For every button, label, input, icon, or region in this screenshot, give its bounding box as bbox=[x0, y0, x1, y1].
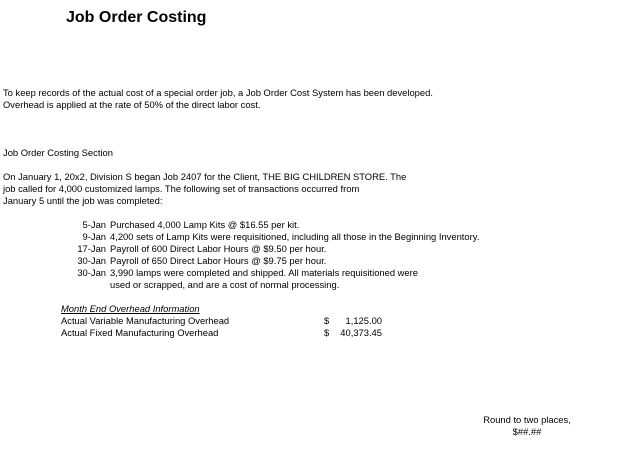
transaction-row bbox=[0, 279, 634, 291]
rounding-note: Round to two places, bbox=[483, 414, 571, 425]
rounding-format: $##.## bbox=[512, 426, 542, 437]
scenario-line-3: January 5 until the job was completed: bbox=[3, 195, 163, 206]
scenario-line-1: On January 1, 20x2, Division S began Job 2407 for the Client, THE BIG CHILDREN STORE. The bbox=[3, 171, 407, 182]
page-title: Job Order Costing bbox=[66, 9, 207, 26]
transaction-description: used or scrapped, and are a cost of normal processing. bbox=[110, 279, 340, 290]
transaction-row bbox=[0, 267, 634, 279]
transaction-description: 4,200 sets of Lamp Kits were requisitioned, including all those in the Beginning Inventory. bbox=[110, 231, 480, 242]
overhead-label: Actual Variable Manufacturing Overhead bbox=[61, 315, 230, 326]
transaction-description: Payroll of 600 Direct Labor Hours @ $9.50 per hour. bbox=[110, 243, 327, 254]
overhead-label: Actual Fixed Manufacturing Overhead bbox=[61, 327, 219, 338]
overhead-amount: 1,125.00 bbox=[345, 315, 382, 326]
transaction-row bbox=[0, 231, 634, 243]
transaction-date: 30-Jan bbox=[77, 267, 106, 278]
transaction-row bbox=[0, 255, 634, 267]
transaction-row bbox=[0, 219, 634, 231]
transaction-row bbox=[0, 243, 634, 255]
transaction-date: 17-Jan bbox=[77, 243, 106, 254]
scenario-line-2: job called for 4,000 customized lamps. The following set of transactions occurred from bbox=[3, 183, 360, 194]
overhead-amount: 40,373.45 bbox=[340, 327, 382, 338]
transaction-description: 3,990 lamps were completed and shipped. All materials requisitioned were bbox=[110, 267, 418, 278]
intro-line-1: To keep records of the actual cost of a special order job, a Job Order Cost System has been developed. bbox=[3, 87, 433, 98]
transaction-date: 5-Jan bbox=[82, 219, 106, 230]
overhead-currency: $ bbox=[324, 315, 330, 326]
overhead-currency: $ bbox=[324, 327, 330, 338]
transaction-description: Payroll of 650 Direct Labor Hours @ $9.75 per hour. bbox=[110, 255, 327, 266]
transaction-description: Purchased 4,000 Lamp Kits @ $16.55 per kit. bbox=[110, 219, 300, 230]
transaction-date: 30-Jan bbox=[77, 255, 106, 266]
section-heading: Job Order Costing Section bbox=[3, 147, 113, 158]
transaction-date: 9-Jan bbox=[82, 231, 106, 242]
overhead-heading: Month End Overhead Information bbox=[61, 303, 200, 314]
intro-line-2: Overhead is applied at the rate of 50% of the direct labor cost. bbox=[3, 99, 261, 110]
